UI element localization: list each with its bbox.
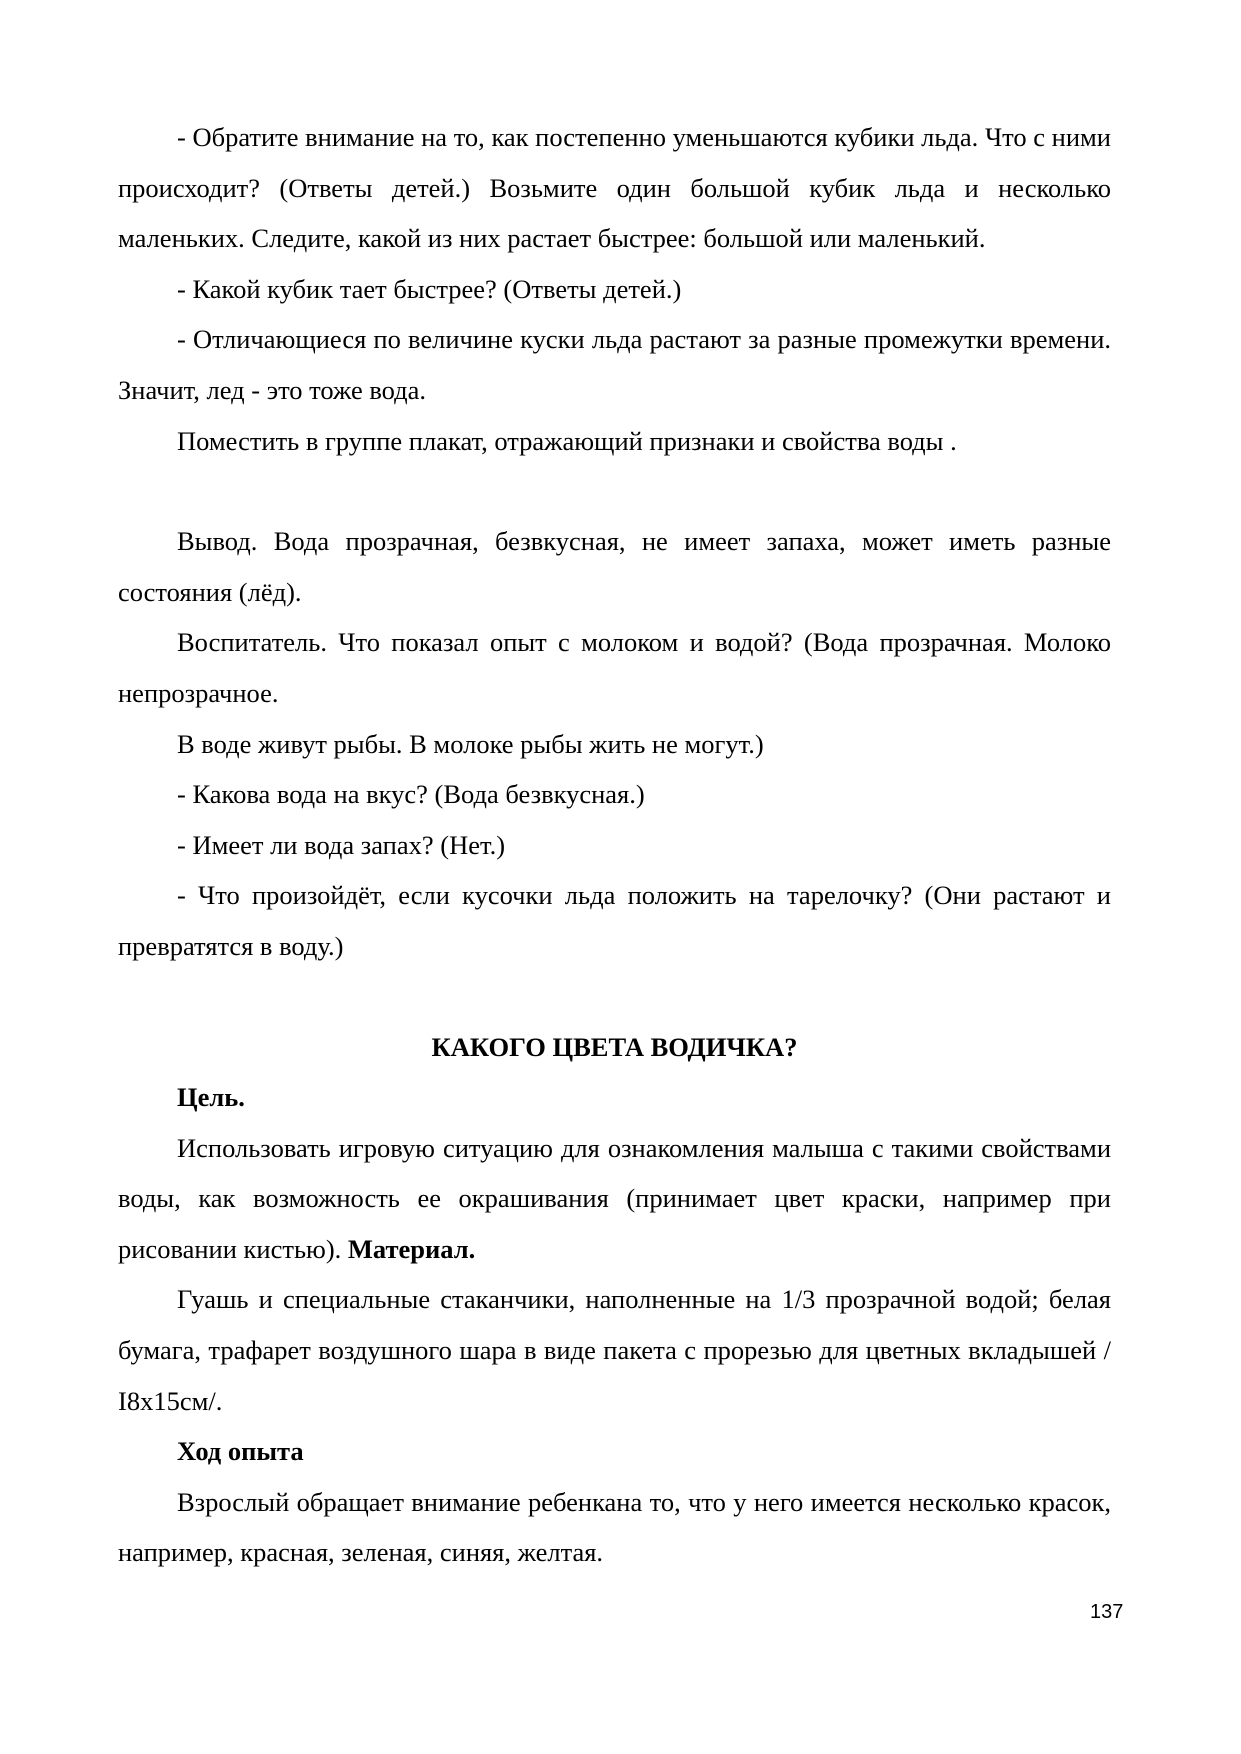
paragraph-smell: - Имеет ли вода запах? (Нет.)	[177, 829, 506, 860]
paragraph-taste: - Какова вода на вкус? (Вода безвкусная.)	[177, 779, 645, 810]
section-gap	[118, 972, 1111, 1022]
section-title: КАКОГО ЦВЕТА ВОДИЧКА?	[431, 1031, 798, 1062]
paragraph-fish: В воде живут рыбы. В молоке рыбы жить не могут.)	[177, 728, 764, 759]
paragraph-gap	[118, 466, 1111, 516]
goal-label: Цель.	[177, 1082, 245, 1113]
document-page	[118, 112, 1111, 1712]
paragraph-plate: - Что произойдёт, если кусочки льда положить на тарелочку? (Они растают и превратятся в воду.)	[118, 880, 1111, 961]
paragraph-teacher: Воспитатель. Что показал опыт с молоком и водой? (Вода прозрачная. Молоко непрозрачное.	[118, 627, 1111, 708]
page-number: 137	[1090, 1601, 1124, 1623]
paragraph-procedure: Взрослый обращает внимание ребенкана то, что у него имеется несколько красок, например, красная, зеленая, синяя, желтая.	[118, 1486, 1111, 1568]
paragraph-question-melting: - Какой кубик тает быстрее? (Ответы детей.)	[177, 273, 682, 304]
paragraph-conclusion: Вывод. Вода прозрачная, безвкусная, не имеет запаха, может иметь разные состояния (лёд).	[118, 526, 1111, 607]
goal-text: Использовать игровую ситуацию для ознакомления малыша с такими свойствами воды, как возможность ее окрашивания (принимает цвет краски, например при рисовании кистью).	[118, 1132, 1111, 1264]
procedure-label: Ход опыта	[177, 1436, 304, 1467]
paragraph-ice-cubes: - Обратите внимание на то, как постепенно уменьшаются кубики льда. Что с ними происходит? (Ответы детей.) Возьмите один большой кубик льда и несколько маленьких. Следите, какой из них растает быстрее: большой или маленький.	[118, 122, 1111, 254]
paragraph-poster: Поместить в группе плакат, отражающий признаки и свойства воды .	[177, 425, 957, 456]
paragraph-material: Гуашь и специальные стаканчики, наполненные на 1/3 прозрачной водой; белая бумага, трафарет воздушного шара в виде пакета с прорезью для цветных вкладышей / I8x15см/.	[118, 1284, 1111, 1416]
paragraph-goal	[118, 1123, 1111, 1275]
paragraph-ice-is-water: - Отличающиеся по величине куски льда растают за разные промежутки времени. Значит, лед - это тоже вода.	[118, 324, 1111, 405]
material-label: Материал.	[347, 1233, 476, 1264]
